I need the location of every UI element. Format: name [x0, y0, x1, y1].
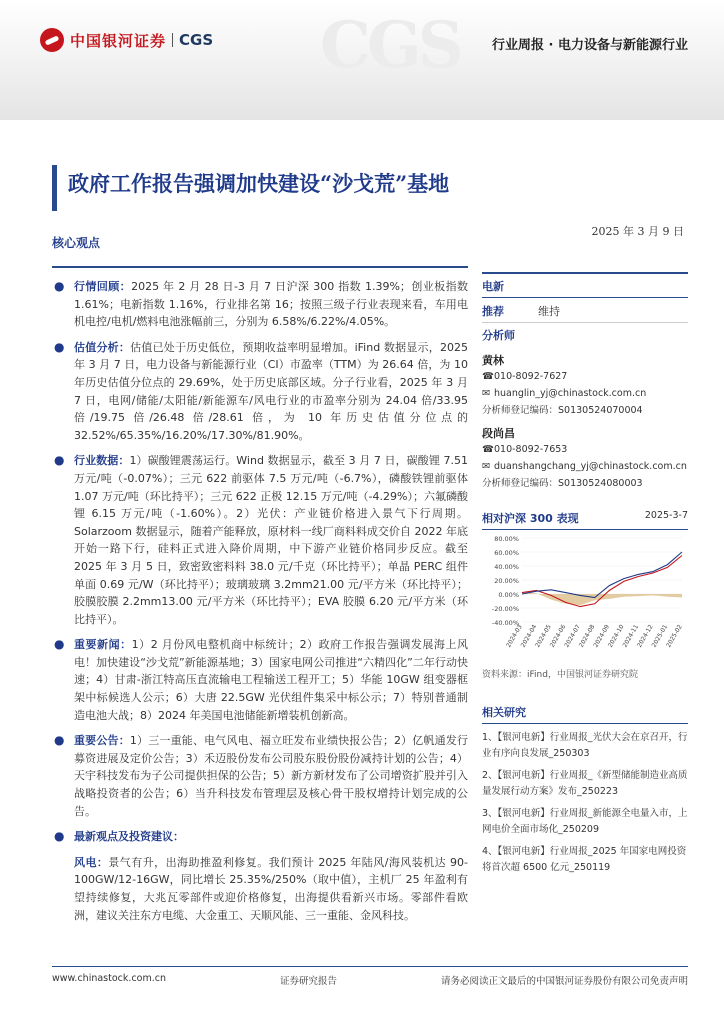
chart-y-tick-label: 20.00% [494, 577, 519, 585]
analyst-email[interactable]: duanshangchang_yj@chinastock.com.cn [494, 461, 687, 472]
bullet-icon: ● [54, 453, 65, 468]
analyst-cert: 分析师登记编码：S0130524080003 [482, 478, 643, 489]
analyst-name: 黄林 [482, 354, 504, 367]
para-lead: 最新观点及投资建议： [74, 830, 184, 844]
chart-x-tick-label: 2024-08 [577, 623, 597, 649]
mail-icon: ✉ [482, 388, 490, 399]
chart-y-tick-label: 80.00% [494, 535, 519, 543]
rating-value: 维持 [538, 305, 560, 318]
related-heading: 相关研究 [482, 700, 688, 724]
analyst-heading: 分析师 [482, 329, 515, 342]
chart-series-line [522, 552, 682, 598]
chart-x-tick-label: 2024-09 [592, 623, 612, 649]
chart-series-area [522, 593, 682, 606]
report-title: 政府工作报告强调加快建设“沙戈荒”基地 [68, 171, 450, 196]
logo-cn-text: 中国银河证券 [70, 31, 167, 50]
para-text: 估值已处于历史低位，预期收益率明显增加。iFind 数据显示，2025 年 3 月 7 日，电力设备与新能源行业（CI）市盈率（TTM）为 26.64 倍，为 10 年历史估值分位点的 29.69%，处于历史底部区域。分子行业看，2025 年 3 月 7 日，电网/储能/太阳能/新能源车/风电行业的市盈率分别为 24.04 倍/33.95 倍/19.75 倍/26.48 倍/28.61 倍，为 10 年历史估值分位点的 32.52%/65.35%/16.20%/17.30%/81.90%。 [74, 340, 468, 442]
phone-icon: ☎ [482, 371, 494, 382]
logo-en-text: CGS [179, 31, 214, 49]
para-text: 景气有升，出海助推盈利修复。我们预计 2025 年陆风/海风装机达 90-100GW/12-16GW，同比增长 25.35%/250%（取中值），主机厂 25 年盈利有望持续修复，大兆瓦零部件或迎价格修复，出海提供看新兴市场。零部件看欧洲，建议关注东方电缆、大金重工、天顺风能、三一重能、金风科技。 [74, 855, 469, 922]
para-text: 1）碳酸锂震荡运行。Wind 数据显示，截至 3 月 7 日，碳酸锂 7.51 万元/吨（-0.07%）；三元 622 前驱体 7.5 万元/吨（-6.7%），磷酸铁锂前驱体 1.07 万元/吨（环比持平）；三元 622 正极 12.15 万元/吨（-4.29%）；六氟磷酸锂 6.15 万元/吨（-1.60%）。2）光伏：产业链价格进入景气下行周期。Solarzoom 数据显示，随着产能释放，原材料一线厂商料料成交价自 2022 年底开始一路下行，硅料正式进入降价周期，中下游产业链价格同步反应。截至 2025 年 3 月 5 日，致密致密料料 38.0 元/千克（环比持平）；单晶 PERC 组件单面 0.69 元/W（环比持平）；玻璃玻璃 3.2mm21.00 元/平方米（环比持平）；胶膜胶膜 2.2mm13.00 元/平方米（环比持平）；EVA 胶膜 6.20 元/平方米（环比持平）。 [74, 454, 469, 626]
para-wind-power [52, 854, 468, 924]
chart-y-tick-label: 40.00% [494, 563, 519, 571]
related-item[interactable]: 2、【银河电新】行业周报_《新型储能制造业高质量发展行动方案》发布_250223 [482, 770, 688, 797]
para-lead: 行业数据： [74, 454, 130, 468]
performance-chart [482, 530, 688, 660]
chart-x-tick-label: 2024-03 [505, 623, 524, 649]
related-item[interactable]: 4、【银河电新】行业周报_2025 年国家电网投资将首次超 6500 亿元_250119 [482, 846, 687, 873]
para-news [52, 636, 468, 724]
para-latest-views [52, 828, 468, 846]
footer-website[interactable]: www.chinastock.com.cn [52, 973, 166, 984]
chart-date: 2025-3-7 [644, 510, 688, 521]
report-category: 行业周报 · 电力设备与新能源行业 [492, 38, 688, 53]
para-lead: 重要新闻： [74, 638, 132, 652]
analyst-cert: 分析师登记编码：S0130524070004 [482, 405, 643, 416]
rating-row [482, 298, 688, 323]
chart-y-tick-label: -40.00% [491, 619, 519, 627]
para-lead: 行情回顾： [74, 280, 132, 293]
chart-x-tick-label: 2024-07 [563, 623, 582, 649]
chart-y-tick-label: 60.00% [494, 549, 519, 557]
para-text: 1）三一重能、电气风电、福立旺发布业绩快报公告；2）亿帆通发行募资进展及定价公告；3）禾迈股份发布公司股东股份股份减持计划的公告；4）天宇科技发布为子公司提供担保的公告；5）新方新材发布了公司增资扩股并引入战略投资者的公告；6）当升科技发布管理层及核心骨干股权增持计划完成的公告。 [74, 734, 469, 818]
chart-x-tick-label: 2025-01 [650, 623, 670, 649]
related-item[interactable]: 3、【银河电新】行业周报_新能源全电量入市，上网电价全面市场化_250209 [482, 808, 688, 835]
para-lead: 风电： [74, 855, 109, 869]
analyst-card [482, 425, 688, 492]
chart-title: 相对沪深 300 表现 [482, 512, 579, 525]
bullet-icon: ● [54, 829, 65, 844]
chart-x-tick-label: 2025-02 [665, 623, 684, 649]
chart-header [482, 506, 688, 530]
footer-disclaimer: 请务必阅读正文最后的中国银河证券股份有限公司免责声明 [440, 976, 688, 987]
chart-x-tick-label: 2024-11 [621, 623, 641, 649]
para-industry-data [52, 452, 468, 628]
analyst-card [482, 352, 688, 419]
para-valuation [52, 339, 468, 445]
chart-x-tick-label: 2024-10 [606, 623, 626, 649]
report-date: 2025 年 3 月 9 日 [591, 225, 684, 238]
chart-x-tick-label: 2024-04 [519, 623, 539, 649]
chart-x-tick-label: 2024-12 [636, 623, 655, 649]
footer [52, 966, 688, 987]
main-content [52, 266, 468, 924]
phone-icon: ☎ [482, 444, 494, 455]
para-text: 2025 年 2 月 28 日-3 月 7 日沪深 300 指数 1.39%；创业板指数 1.61%；电新指数 1.16%，行业排名第 16；按照三级子行业表现来看，车用电机电控/电机/燃料电池涨幅前三，分别为 6.58%/6.22%/4.05%。 [74, 280, 469, 329]
header-watermark: CGS [320, 8, 460, 83]
analyst-phone: 010-8092-7653 [494, 444, 568, 455]
chart-source: 资料来源：iFind，中国银河证券研究院 [482, 670, 638, 680]
para-announcements [52, 732, 468, 820]
para-market-review [52, 278, 468, 331]
industry-label: 电新 [482, 274, 688, 298]
analyst-phone: 010-8092-7627 [494, 371, 568, 382]
bullet-icon: ● [54, 637, 65, 652]
related-item[interactable]: 1、【银河电新】行业周报_光伏大会在京召开，行业有序向良发展_250303 [482, 732, 688, 759]
header-band [0, 0, 724, 120]
bullet-icon: ● [54, 339, 65, 354]
para-lead: 重要公告： [74, 734, 130, 748]
title-accent-bar [52, 165, 57, 211]
logo-icon [40, 28, 64, 52]
chart-x-tick-label: 2024-06 [548, 623, 568, 649]
chart-x-tick-label: 2024-05 [534, 623, 553, 649]
company-logo [40, 28, 213, 52]
mail-icon: ✉ [482, 461, 490, 472]
sidebar [482, 272, 688, 876]
bullet-icon: ● [54, 279, 65, 293]
para-text: 1）2 月份风电整机商中标统计；2）政府工作报告强调发展海上风电！加快建设“沙戈荒”新能源基地；3）国家电网公司推进“六精四化”二年行动快速；4）甘肃-浙江特高压直流输电工程输送工程开工；5）华能 10GW 组变器框架中标候选人公示；6）大唐 22.5GW 光伏组件集采中标公示；7）特别普通制造电池大战；8）2024 年美国电池储能新增装机创新高。 [74, 638, 468, 722]
analyst-email[interactable]: huanglin_yj@chinastock.com.cn [494, 388, 647, 399]
logo-divider [172, 33, 173, 47]
para-lead: 估值分析： [74, 340, 131, 354]
footer-report-type: 证券研究报告 [280, 976, 338, 987]
core-heading: 核心观点 [52, 236, 101, 250]
rating-label: 推荐 [482, 305, 504, 318]
chart-y-tick-label: -20.00% [491, 605, 519, 613]
bullet-icon: ● [54, 733, 65, 748]
chart-y-tick-label: 0.00% [498, 591, 519, 599]
analyst-name: 段尚昌 [482, 427, 515, 440]
